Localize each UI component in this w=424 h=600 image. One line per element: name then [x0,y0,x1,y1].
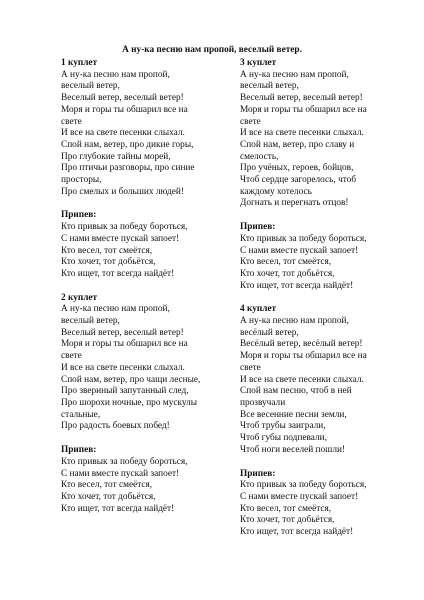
lyric-line: Кто весел, тот смеётся, [240,503,332,514]
lyric-line: Кто привык за победу бороться, [240,233,367,244]
lyric-line: Про птичьи разговоры, про синие [61,163,195,174]
lyric-line: С нами вместе пускай запоет! [61,233,180,244]
lyric-line: свете [240,362,261,373]
lyric-line: Веселый ветер, веселый ветер! [240,93,363,104]
lyric-line: каждому хотелось [240,186,312,197]
lyric-line: Кто привык за победу бороться, [61,222,188,233]
block-heading: 3 куплет [240,58,277,68]
lyric-line: Моря и горы ты обшарил все на [61,104,188,115]
verse-block [61,58,231,198]
lyric-line: Кто весел, тот смеётся, [61,480,153,491]
block-heading: Припев: [61,445,97,456]
lyric-line: просторы, [61,175,102,186]
lyric-line: И все на свете песенки слыхал. [61,362,185,373]
chorus-block [61,445,231,515]
lyric-line: веселый ветер, [61,316,120,327]
lyric-line: Про звериный запутанный след, [61,386,189,397]
lyric-line: Спой нам, ветер, про славу и [240,139,355,150]
verse-block [61,293,231,433]
lyric-line: смелость, [240,151,279,162]
chorus-block [61,210,231,280]
lyric-line: Кто хочет, тот добьётся, [240,515,335,526]
lyric-line: Кто привык за победу бороться, [61,456,188,467]
lyric-line: Кто ищет, тот всегда найдёт! [240,527,354,538]
lyric-line: Кто ищет, тот всегда найдёт! [240,280,354,291]
lyric-line: И все на свете песенки слыхал. [61,128,185,139]
lyric-line: Чтоб сердце загорелось, чтоб [240,175,357,186]
lyric-line: свете [240,116,261,127]
lyric-line: Чтоб трубы заиграли, [240,421,326,432]
block-heading: 2 куплет [61,292,98,303]
block-heading: Припев: [240,468,276,479]
lyric-line: Кто весел, тот смеётся, [240,257,332,268]
lyric-line: Кто весел, тот смеётся, [61,245,153,256]
lyric-line: Кто хочет, тот добьётся, [61,491,156,502]
lyric-line: Чтоб ноги веселей пошли! [240,444,346,455]
lyric-line: Про глубокие тайны морей, [61,151,171,162]
lyric-line: Догнать и перегнать отцов! [240,198,349,209]
lyric-line: Моря и горы ты обшарил все на [61,339,188,350]
lyric-line: веселый ветер, [240,81,299,92]
lyric-line: Кто хочет, тот добьётся, [61,257,156,268]
right-column [240,58,410,539]
verse-block [240,304,410,456]
lyric-line: стальные, [61,409,101,420]
lyric-line: С нами вместе пускай запоет! [240,245,359,256]
lyric-line: весёлый ветер, [240,327,299,338]
lyric-line: Кто ищет, тот всегда найдёт! [61,503,175,514]
lyric-line: Кто хочет, тот добьётся, [240,268,335,279]
chorus-block [240,222,410,292]
lyric-line: прозвучали [240,397,286,408]
block-heading: Припев: [240,222,276,233]
lyric-line: свете [61,116,82,127]
lyric-line: Про шорохи ночные, про мускулы [61,397,197,408]
verse-block [240,58,410,210]
block-heading: 1 куплет [61,58,98,68]
lyric-line: Спой нам, ветер, про дикие горы, [61,139,194,150]
lyric-line: А ну-ка песню нам пропой, [61,304,170,315]
left-column [61,58,231,515]
lyric-line: Кто ищет, тот всегда найдёт! [61,268,175,279]
block-heading: 4 куплет [240,304,277,315]
lyric-line: Чтоб губы подпевали, [240,433,327,444]
page-title: А ну-ка песню нам пропой, веселый ветер. [122,45,302,55]
lyric-line: С нами вместе пускай запоет! [61,468,180,479]
lyric-line: А ну-ка песню нам пропой, [240,316,349,327]
lyric-line: веселый ветер, [61,81,120,92]
lyric-line: Кто привык за победу бороться, [240,480,367,491]
lyric-line: А ну-ка песню нам пропой, [240,69,349,80]
lyric-line: свете [61,351,82,362]
lyric-line: А ну-ка песню нам пропой, [61,69,170,80]
lyric-line: Про смелых и больших людей! [61,186,184,197]
lyric-line: Спой нам, ветер, про чащи лесные, [61,374,201,385]
lyric-line: Веселый ветер, веселый ветер! [61,93,184,104]
chorus-block [240,469,410,539]
lyric-line: Спой нам песню, чтоб в ней [240,386,352,397]
block-heading: Припев: [61,210,97,221]
lyric-line: Про радость боевых побед! [61,421,170,432]
lyric-line: И все на свете песенки слыхал. [240,128,364,139]
lyric-line: И все на свете песенки слыхал. [240,374,364,385]
lyric-line: Моря и горы ты обшарил все на [240,351,367,362]
lyric-line: Веселый ветер, веселый ветер! [61,327,184,338]
lyric-line: Моря и горы ты обшарил все на [240,104,367,115]
lyric-line: Все весенние песни земли, [240,409,347,420]
lyric-line: Про учёных, героев, бойцов, [240,163,354,174]
lyric-line: Весёлый ветер, весёлый ветер! [240,339,363,350]
lyric-line: С нами вместе пускай запоет! [240,491,359,502]
